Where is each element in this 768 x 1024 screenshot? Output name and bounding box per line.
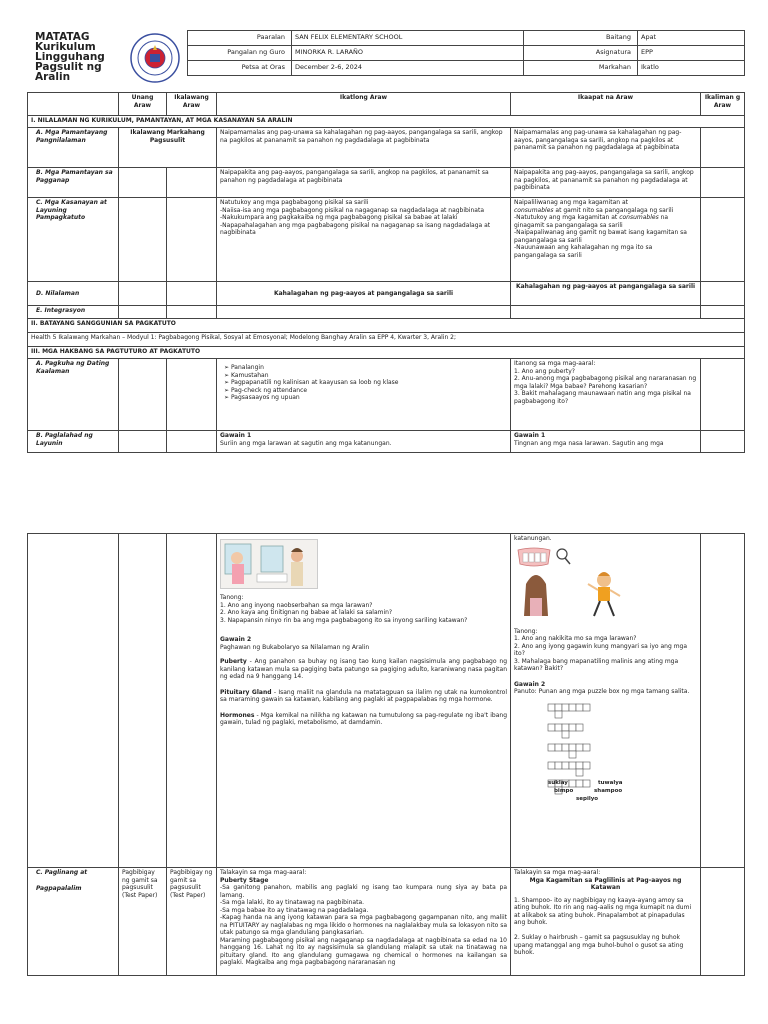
cell xyxy=(119,282,167,306)
teacher-value: MINORKA R. LARAÑO xyxy=(292,46,524,61)
gawain2-title: Gawain 2 xyxy=(220,636,252,643)
header-row xyxy=(188,61,745,76)
table-row xyxy=(28,431,745,453)
table-row xyxy=(28,128,745,168)
definition-puberty xyxy=(220,658,507,681)
definition: - Ang panahon sa buhay ng isang tao kung kailan nagsisimula ang pagbabago ng kanilang katawan mula sa pagiging bata patungo sa pagiging adulto, karaniwang nasa pagitan ng edad na 9 hanggang 14. xyxy=(220,658,507,680)
document-title: MATATAG Kurikulum Lingguhang Pagsulit ng Aralin xyxy=(35,31,105,83)
row-label-d: D. Nilalaman xyxy=(28,282,119,306)
list-item: ➢ Panalangin xyxy=(234,364,507,372)
section-3-title: III. MGA HAKBANG SA PAGTUTURO AT PAGKATUTO xyxy=(28,347,745,359)
header-row xyxy=(188,46,745,61)
row-label-pb: B. Paglalahad ng Layunin xyxy=(28,431,119,453)
term: Pituitary Gland xyxy=(220,688,272,696)
col-day1: Unang Araw xyxy=(119,93,167,116)
puzzle-word: bimpo xyxy=(554,787,574,794)
table-row xyxy=(28,359,745,431)
grade-value: Apat xyxy=(638,31,745,46)
list-item: ➢ Pag-check ng attendance xyxy=(234,387,507,395)
definition: - Mga kemikal na nilikha ng katawan na tumutulong sa pag-regulate ng iba't ibang gawain, tulad ng paglaki, metabolismo, at damdamin. xyxy=(220,711,507,726)
text: at gamit nito sa pangangalaga ng sarili -Natutukoy ang mga kagamitan at xyxy=(514,206,674,221)
cell xyxy=(701,168,745,198)
cell xyxy=(701,306,745,319)
empty-header xyxy=(28,93,119,116)
day3-questions: Tanong: 1. Ano ang inyong naobserbahan sa mga larawan? 2. Ano kaya ang tinitignan ng babae at lalaki sa salamin? 3. Napapansin ninyo rin ba ang mga pagbabagong ito sa inyong sariling katawan? xyxy=(220,594,468,624)
col-day5: Ikaliman g Araw xyxy=(701,93,745,116)
cell xyxy=(701,198,745,282)
reference-text: Health 5 Ikalawang Markahan – Modyul 1: Pagbabagong Pisikal, Sosyal at Emosyonal; Modelong Banghay Aralin sa EPP 4, Kwarter 3, Aralin 2; xyxy=(28,333,745,347)
section-1-title: I. NILALAMAN NG KURIKULUM, PAMANTAYAN, AT MGA KASANAYAN SA ARALIN xyxy=(28,116,745,128)
list-item: ➢ Pagsasaayos ng upuan xyxy=(234,394,507,402)
row-a-day5 xyxy=(701,128,745,168)
row-pa-day3 xyxy=(217,359,511,431)
row-pc-day1: Pagbibigay ng gamit sa pagsusulit (Test Paper) xyxy=(119,868,167,976)
reference-row xyxy=(28,333,745,347)
definition-pituitary xyxy=(220,689,507,704)
row-c-day3: Natutukoy ang mga pagbabagong pisikal sa sarili -Naiisa-isa ang mga pagbabagong pisikal na nagaganap sa nagdadalaga at nagbibinata -Nakukumpara ang pagkakaiba ng mga pagbabagong pisikal sa babae at lalaki -Napapahalagahan ang mga pagbabagong pisikal na nagaganap sa isang nagdadalaga at nagbibinata xyxy=(217,198,511,282)
row-d-day3: Kahalagahan ng pag-aayos at pangangalaga sa sarili xyxy=(217,282,511,306)
table-row xyxy=(28,168,745,198)
cell xyxy=(28,534,119,868)
cell xyxy=(167,282,217,306)
puzzle-word: tuwalya xyxy=(598,779,623,786)
table-row xyxy=(28,306,745,319)
teacher-label: Pangalan ng Guro xyxy=(188,46,292,61)
table-row xyxy=(28,534,745,868)
section-row xyxy=(28,347,745,359)
quarter-value: Ikatlo xyxy=(638,61,745,76)
gawain-title: Gawain 1 xyxy=(220,432,252,439)
definition: - Isang maliit na glandula na matatagpuan sa ilalim ng utak na kumokontrol sa maraming gawain sa katawan, kabilang ang paglaki at pagpapalabas ng mga hormone. xyxy=(220,688,508,703)
kagamitan-title: Mga Kagamitan sa Paglilinis at Pag-aayos ng Katawan xyxy=(529,876,682,891)
puberty-stage-title: Puberty Stage xyxy=(220,876,269,884)
row-b-day3: Naipapakita ang pag-aayos, pangangalaga sa sarili, angkop na pagkilos, at pananamit sa panahon ng pagdadalaga at pagbibinata xyxy=(217,168,511,198)
cell xyxy=(119,534,167,868)
table-row xyxy=(28,198,745,282)
puberty-stage-text: -Sa ganitong panahon, mabilis ang paglaki ng isang tao kumpara nung siya ay bata pa lamang. -Sa mga lalaki, ito ay tinatawag na pagbibinata. -Sa mga babae ito ay tinatawag na pagdadalaga. -Kapag handa na ang iyong katawan para sa mga pagbabagong gagampanan nito, ang maliit na PITUITARY ay naglalabas ng mga likido o hormones na naglalakbay mula sa lokasyon nito sa utak patungo sa mga glandulang pangkasarian. Maraming pagbabagong pisikal ang nagaganap sa nagdadalaga at nagbibinata sa edad na 10 hanggang 16. Lahat ng ito ay nagsisimula sa glandulang malapit sa utak na tinatawag na pituitary gland. Ito ang glandulang gumagawa ng chemical o hormones na kailangan sa paglaki. Magkaiba ang mga pagbabagong nararanasan ng xyxy=(220,884,507,966)
text: Suriin ang mga larawan at sagutin ang mga katanungan. xyxy=(220,439,392,447)
date-value: December 2-6, 2024 xyxy=(292,61,524,76)
day4-activities xyxy=(511,534,701,868)
row-pc-day4 xyxy=(511,868,701,976)
row-b-day4: Naipapakita ang pag-aayos, pangangalaga sa sarili, angkop na pagkilos, at pananamit sa panahon ng pagdadalaga at pagbibinata xyxy=(511,168,701,198)
cell xyxy=(167,306,217,319)
cell xyxy=(119,359,167,431)
text: Tingnan ang mga nasa larawan. Sagutin ang mga xyxy=(514,439,664,447)
lesson-plan-table-continued xyxy=(27,533,745,976)
section-row xyxy=(28,319,745,333)
puzzle-word: sepilyo xyxy=(576,795,599,802)
label-line: Pagpapalalim xyxy=(36,884,82,892)
crossword-puzzle xyxy=(538,702,658,806)
row-a-day3: Naipamamalas ang pag-unawa sa kahalagahan ng pag-aayos, pangangalaga sa sarili, angkop na pagkilos at pananamit sa panahon ng pagdadalaga at pagbibinata xyxy=(217,128,511,168)
cell xyxy=(119,168,167,198)
routine-list xyxy=(220,364,507,402)
cell xyxy=(167,168,217,198)
row-label-e: E. Integrasyon xyxy=(28,306,119,319)
definition-hormones xyxy=(220,712,507,727)
mirror-scene-image xyxy=(221,540,317,588)
col-day2: Ikalawang Araw xyxy=(167,93,217,116)
grade-label: Baitang xyxy=(524,31,638,46)
list-item: ➢ Pagpapanatili ng kalinisan at kaayusan sa loob ng klase xyxy=(234,379,507,387)
cell xyxy=(167,431,217,453)
cell xyxy=(167,359,217,431)
table-row xyxy=(28,282,745,306)
gawain-title: Gawain 1 xyxy=(514,432,546,439)
table-row xyxy=(28,868,745,976)
row-label-pa: A. Pagkuha ng Dating Kaalaman xyxy=(28,359,119,431)
cell xyxy=(119,198,167,282)
col-day4: Ikaapat na Araw xyxy=(511,93,701,116)
subject-value: EPP xyxy=(638,46,745,61)
school-label: Paaralan xyxy=(188,31,292,46)
header-table xyxy=(187,30,745,76)
term: Hormones xyxy=(220,711,255,719)
row-a-day4: Naipamamalas ang pag-unawa sa kahalagahan ng pag-aayos, pangangalaga sa sarili, angkop na pagkilos at pananamit sa panahon ng pagdadalaga at pagbibinata xyxy=(511,128,701,168)
text: Naipaliliwanag ang mga kagamitan at xyxy=(514,199,629,206)
cell xyxy=(119,431,167,453)
cell xyxy=(167,534,217,868)
row-pb-day3 xyxy=(217,431,511,453)
gawain2-subtitle: Paghawan ng Bukabolaryo sa Nilalaman ng Aralin xyxy=(220,643,370,651)
term: Puberty xyxy=(220,658,247,665)
deped-seal-icon xyxy=(130,33,180,83)
gawain2b-text: Panuto: Punan ang mga puzzle box ng mga tamang salita. xyxy=(514,688,690,695)
cell xyxy=(217,306,511,319)
row-pb-day4 xyxy=(511,431,701,453)
cell xyxy=(511,306,701,319)
puberty-illustration xyxy=(220,539,318,589)
text: Talakayin sa mga mag-aaral: xyxy=(220,869,307,876)
row-label-a: A. Mga Pamantayang Pangnilalaman xyxy=(28,128,119,168)
cell xyxy=(701,359,745,431)
text: consumables xyxy=(514,206,554,214)
cell xyxy=(701,534,745,868)
row-label-pc xyxy=(28,868,119,976)
row-pc-day2: Pagbibigay ng gamit sa pagsusulit (Test Paper) xyxy=(167,868,217,976)
quarter-exam-note: Ikalawang Markahang Pagsusulit xyxy=(119,128,217,168)
cell xyxy=(167,198,217,282)
hygiene-problems-image xyxy=(514,546,634,626)
quarter-label: Markahan xyxy=(524,61,638,76)
text: na ginagamit sa pangangalaga sa sarili -Naipapaliwanag ang gamit ng bawat isang kagamitan sa pangangalaga sa sarili -Nauunawaan ang kahalagahan ng mga ito sa pangangalaga sa sarili xyxy=(514,214,687,259)
cell xyxy=(701,431,745,453)
puzzle-word: suklay xyxy=(548,779,568,786)
kagamitan-text: 1. Shampoo- ito ay nagbibigay ng kaaya-ayang amoy sa ating buhok. Ito rin ang nag-aalis ng mga kumapit na dumi at alikabok sa ating buhok. Pinapalambot at pinapadulas ang buhok. 2. Suklay o hairbrush – gamit sa pagsusuklay ng buhok upang matanggal ang mga buhol-buhol o gusot sa ating buhok. xyxy=(514,896,692,956)
section-2-title: II. BATAYANG SANGGUNIAN SA PAGKATUTO xyxy=(28,319,745,333)
row-pc-day3 xyxy=(217,868,511,976)
list-item: ➢ Kamustahan xyxy=(234,372,507,380)
row-label-c: C. Mga Kasanayan at Layuning Pampagkatuto xyxy=(28,198,119,282)
hygiene-illustration xyxy=(514,546,697,626)
section-row xyxy=(28,116,745,128)
day3-activities xyxy=(217,534,511,868)
continued-text: katanungan. xyxy=(514,535,552,542)
lesson-plan-table xyxy=(27,92,745,453)
date-label: Petsa at Oras xyxy=(188,61,292,76)
row-label-b: B. Mga Pamantayan sa Pagganap xyxy=(28,168,119,198)
text: consumables xyxy=(619,214,659,221)
cell xyxy=(701,868,745,976)
day4-questions: Tanong: 1. Ano ang nakikita mo sa mga larawan? 2. Ano ang iyong gagawin kung mangyari sa iyo ang mga ito? 3. Mahalaga bang mapanatiling malinis ang ating mga katawan? Bakit? xyxy=(514,627,688,672)
puzzle-word: shampoo xyxy=(594,787,623,794)
text: Talakayin sa mga mag-aaral: xyxy=(514,869,601,876)
school-value: SAN FELIX ELEMENTARY SCHOOL xyxy=(292,31,524,46)
label-line: C. Paglinang at xyxy=(36,869,88,876)
header-row xyxy=(188,31,745,46)
gawain2b-title: Gawain 2 xyxy=(514,680,546,688)
cell xyxy=(119,306,167,319)
column-header-row xyxy=(28,93,745,116)
subject-label: Asignatura xyxy=(524,46,638,61)
col-day3: Ikatlong Araw xyxy=(217,93,511,116)
cell xyxy=(701,282,745,306)
row-d-day4: Kahalagahan ng pag-aayos at pangangalaga sa sarili xyxy=(511,282,701,306)
row-pa-day4: Itanong sa mga mag-aaral: 1. Ano ang puberty? 2. Anu-anong mga pagbabagong pisikal ang nararanasan ng mga lalaki? Mga babae? Parehong kasarian? 3. Bakit mahalagang maunawaan natin ang mga pisikal na pagbabagong ito? xyxy=(511,359,701,431)
row-c-day4 xyxy=(511,198,701,282)
